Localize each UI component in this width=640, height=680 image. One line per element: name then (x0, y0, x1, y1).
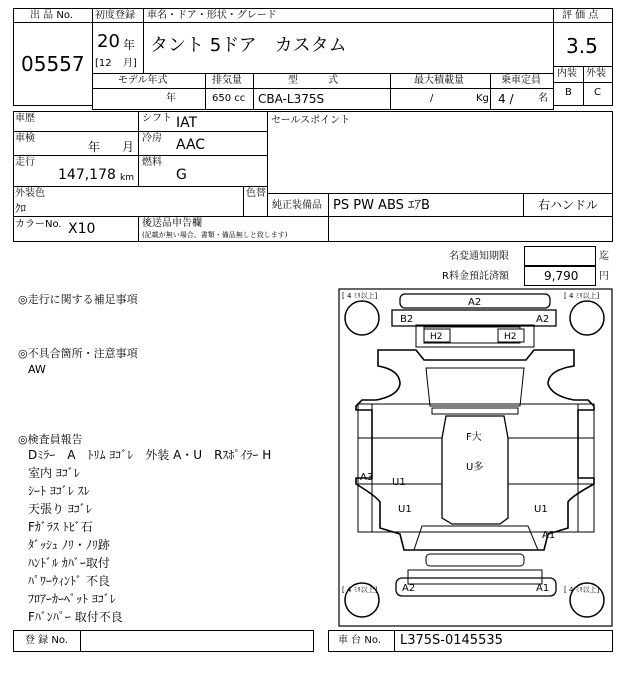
damage-mark: F大 (466, 432, 482, 443)
max-load-sep: / (430, 93, 434, 104)
max-load-unit: Kg (476, 93, 489, 104)
chassis-no: L375S-0145535 (400, 633, 503, 648)
ac-label: 冷房 (142, 133, 162, 144)
inspector-line: ﾌﾛｱｰｶｰﾍﾟｯﾄ ﾖｺﾞﾚ (28, 592, 116, 606)
defects-line: AW (28, 363, 46, 376)
color-no: X10 (68, 221, 96, 237)
vehicle-label: 車名・ドア・形状・グレード (147, 10, 277, 21)
mileage-unit: km (120, 173, 134, 183)
vehicle-name: タント 5ドア カスタム (150, 35, 347, 56)
inspection-label: 車検 (15, 133, 35, 144)
details-left (13, 111, 268, 217)
defects-label: ◎不具合箇所・注意事項 (18, 347, 138, 360)
interior-label: 内装 (557, 68, 577, 79)
later-report-label: 後送品申告欄 (142, 218, 202, 229)
model-year-unit: 年 (166, 93, 176, 104)
capacity-unit: 名 (538, 93, 548, 104)
score-label: 評 価 点 (562, 10, 599, 21)
color-change-label: 色替 (246, 188, 266, 199)
damage-mark: U1 (392, 477, 406, 488)
recycle-unit: 円 (599, 271, 609, 282)
name-change-unit: 迄 (599, 251, 609, 262)
damage-mark: H2 (430, 332, 443, 342)
damage-mark: U1 (398, 504, 412, 515)
damage-mark: A1 (542, 530, 556, 541)
ac: AAC (176, 137, 206, 153)
bonnet (392, 310, 556, 326)
inspector-label: ◎検査員報告 (18, 433, 83, 446)
equipment: PS PW ABS ｴｱB (333, 198, 430, 213)
lot-no-label: 出 品 No. (30, 10, 73, 21)
tyre-depth-front-left: [ 4 ﾐﾘ以上] (342, 292, 378, 300)
inspection-month: 月 (122, 140, 135, 154)
type-label: 型 式 (288, 75, 338, 86)
max-load-label: 最大積載量 (414, 75, 464, 86)
steering: 右ハンドル (538, 198, 599, 212)
name-change-value-box (524, 246, 596, 266)
fuel: G (176, 167, 187, 183)
displacement-label: 排気量 (212, 75, 242, 86)
score: 3.5 (566, 34, 598, 58)
tyre-depth-front-right: [ 4 ﾐﾘ以上] (564, 292, 600, 300)
month-unit: 月] (123, 58, 137, 69)
inspector-line: Fｶﾞﾗｽ ﾄﾋﾞ石 (28, 520, 93, 534)
exterior-grade: C (594, 87, 601, 98)
later-report-note: (記載が無い場合、書類・備品無しと致します) (142, 231, 288, 239)
exterior-label: 外装 (586, 68, 606, 79)
fuel-label: 燃料 (142, 157, 162, 168)
color-no-label: カラーNo. (15, 219, 62, 230)
exterior-color: ｸﾛ (15, 202, 26, 215)
wheel-front-left (345, 301, 379, 335)
rear-bumper (396, 578, 556, 596)
inspector-line: ｼｰﾄ ﾖｺﾞﾚ ｽﾚ (28, 484, 90, 498)
wheel-front-right (570, 301, 604, 335)
mileage: 147,178 (58, 167, 116, 183)
exterior-color-label: 外装色 (15, 188, 45, 199)
tyre-depth-rear-right: [ 4 ﾐﾘ以上] (564, 586, 600, 594)
model-year-label: モデル年式 (118, 75, 168, 86)
equipment-label: 純正装備品 (272, 200, 322, 211)
damage-mark: U1 (534, 504, 548, 515)
recycle-value: 9,790 (544, 269, 579, 283)
inspector-line: Dﾐﾗｰ A ﾄﾘﾑ ﾖｺﾞﾚ 外装 A・U Rｽﾎﾟｲﾗｰ H (28, 448, 272, 462)
inspector-line: ﾊﾝﾄﾞﾙ ｶﾊﾞｰ取付 (28, 556, 110, 570)
reg-no-label: 登 録 No. (25, 635, 68, 646)
driving-notes-label: ◎走行に関する補足事項 (18, 293, 138, 306)
damage-mark: U多 (466, 462, 484, 473)
inspector-line: 天張り ﾖｺﾞﾚ (28, 502, 92, 516)
damage-mark: H2 (504, 332, 517, 342)
color-no-box (13, 216, 613, 242)
first-reg-month: [12 (95, 58, 112, 69)
shift-label: シフト (142, 113, 172, 124)
name-change-label: 名変通知期限 (449, 251, 509, 262)
recycle-label: R料金預託済額 (442, 271, 509, 282)
first-reg-year: 20 (97, 31, 120, 52)
body-outline (356, 350, 594, 550)
sales-points-label: セールスポイント (271, 115, 351, 126)
damage-mark: A2 (536, 314, 550, 325)
damage-mark: B2 (400, 314, 414, 325)
inspection-year: 年 (88, 140, 101, 154)
capacity-label: 乗車定員 (501, 75, 541, 86)
tyre-depth-rear-left: [ 4 ﾐﾘ以上] (342, 586, 378, 594)
inspector-line: Fﾊﾞﾝﾊﾟｰ 取付不良 (28, 610, 123, 624)
shift: IAT (176, 115, 198, 131)
mileage-label: 走行 (15, 157, 35, 168)
interior-grade: B (565, 87, 572, 98)
inspector-line: 室内 ﾖｺﾞﾚ (28, 466, 80, 480)
inspector-line: ﾀﾞｯｼｭ ﾉﾘ・ﾉﾘ跡 (28, 538, 110, 552)
damage-mark: A3 (360, 472, 374, 483)
year-unit: 年 (123, 38, 136, 52)
lot-no: 05557 (21, 52, 85, 76)
first-reg-label: 初度登録 (95, 10, 135, 21)
displacement: 650 cc (212, 93, 246, 104)
car-condition-diagram (338, 288, 614, 628)
type-value: CBA-L375S (258, 92, 325, 106)
damage-mark: A2 (468, 297, 482, 308)
capacity: 4 / (498, 92, 514, 106)
history-label: 車歴 (15, 113, 35, 124)
damage-mark: A1 (536, 583, 550, 594)
damage-mark: A2 (402, 583, 416, 594)
chassis-label: 車 台 No. (338, 635, 381, 646)
inspector-line: ﾊﾟﾜｰｳｨﾝﾄﾞ 不良 (28, 574, 110, 588)
